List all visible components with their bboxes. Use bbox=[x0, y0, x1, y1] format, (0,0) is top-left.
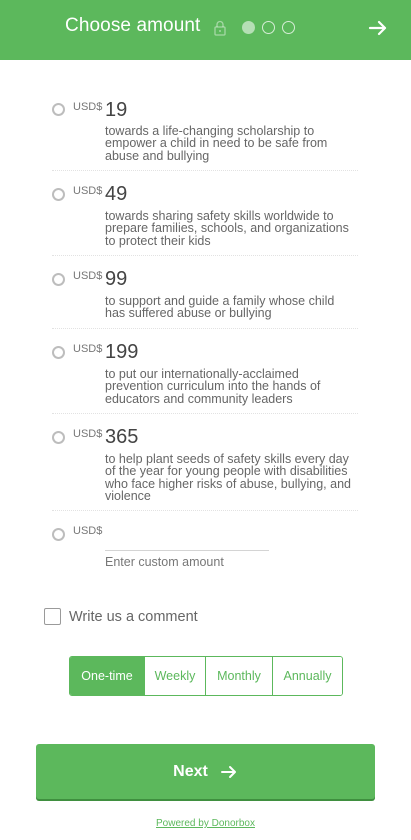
amount-value: 19 bbox=[105, 99, 128, 121]
powered-by-link[interactable]: Powered by Donorbox bbox=[156, 818, 255, 829]
step-dot-2 bbox=[262, 21, 275, 34]
next-button[interactable] bbox=[36, 744, 375, 799]
amount-value: 99 bbox=[105, 268, 128, 290]
amount-radio[interactable] bbox=[52, 103, 65, 116]
currency-label: USD$ bbox=[73, 101, 103, 113]
page-title: Choose amount bbox=[65, 15, 201, 36]
amount-description: to put our internationally-acclaimed prevention curriculum into the hands of educators and community leaders bbox=[105, 367, 321, 406]
lock-icon bbox=[214, 20, 226, 36]
custom-amount-input[interactable] bbox=[105, 527, 269, 549]
amount-radio[interactable] bbox=[52, 188, 65, 201]
frequency-selector bbox=[69, 656, 343, 696]
custom-currency-label: USD$ bbox=[73, 525, 103, 537]
amount-description: to support and guide a family whose child has suffered abuse or bullying bbox=[105, 294, 335, 321]
amount-value: 365 bbox=[105, 426, 139, 448]
frequency-weekly-button[interactable]: Weekly bbox=[144, 657, 205, 695]
currency-label: USD$ bbox=[73, 343, 103, 355]
currency-label: USD$ bbox=[73, 185, 103, 197]
amount-option-365[interactable] bbox=[52, 414, 358, 511]
next-button-label: Next bbox=[173, 762, 208, 780]
step-indicator bbox=[242, 21, 295, 34]
currency-label: USD$ bbox=[73, 428, 103, 440]
frequency-monthly-button[interactable]: Monthly bbox=[205, 657, 272, 695]
amount-option-199[interactable] bbox=[52, 329, 358, 414]
amount-radio[interactable] bbox=[52, 346, 65, 359]
amount-option-19[interactable] bbox=[52, 85, 358, 171]
amount-description: to help plant seeds of safety skills every day of the year for young people with disabilities who face higher risks of abuse, bullying, and violence bbox=[105, 452, 351, 503]
custom-amount-underline bbox=[105, 550, 269, 551]
amount-value: 49 bbox=[105, 183, 128, 205]
custom-amount-radio[interactable] bbox=[52, 528, 65, 541]
step-dot-1 bbox=[242, 21, 255, 34]
comment-label: Write us a comment bbox=[69, 608, 198, 625]
amount-list bbox=[52, 85, 358, 569]
frequency-annually-button[interactable]: Annually bbox=[272, 657, 342, 695]
comment-toggle[interactable] bbox=[44, 608, 198, 625]
amount-description: towards a life-changing scholarship to empower a child in need to be safe from abuse and bullying bbox=[105, 124, 328, 163]
comment-checkbox[interactable] bbox=[44, 608, 61, 625]
amount-option-99[interactable] bbox=[52, 256, 358, 329]
frequency-one-time-button[interactable]: One-time bbox=[70, 657, 144, 695]
amount-option-49[interactable] bbox=[52, 171, 358, 256]
arrow-right-icon[interactable] bbox=[368, 18, 388, 38]
amount-description: towards sharing safety skills worldwide to prepare families, schools, and organizations to protect their kids bbox=[105, 209, 349, 248]
step-dot-3 bbox=[282, 21, 295, 34]
amount-radio[interactable] bbox=[52, 431, 65, 444]
amount-value: 199 bbox=[105, 341, 139, 363]
header-bar bbox=[0, 0, 411, 60]
amount-radio[interactable] bbox=[52, 273, 65, 286]
arrow-right-icon bbox=[220, 763, 238, 781]
custom-amount-hint: Enter custom amount bbox=[105, 555, 224, 569]
currency-label: USD$ bbox=[73, 270, 103, 282]
